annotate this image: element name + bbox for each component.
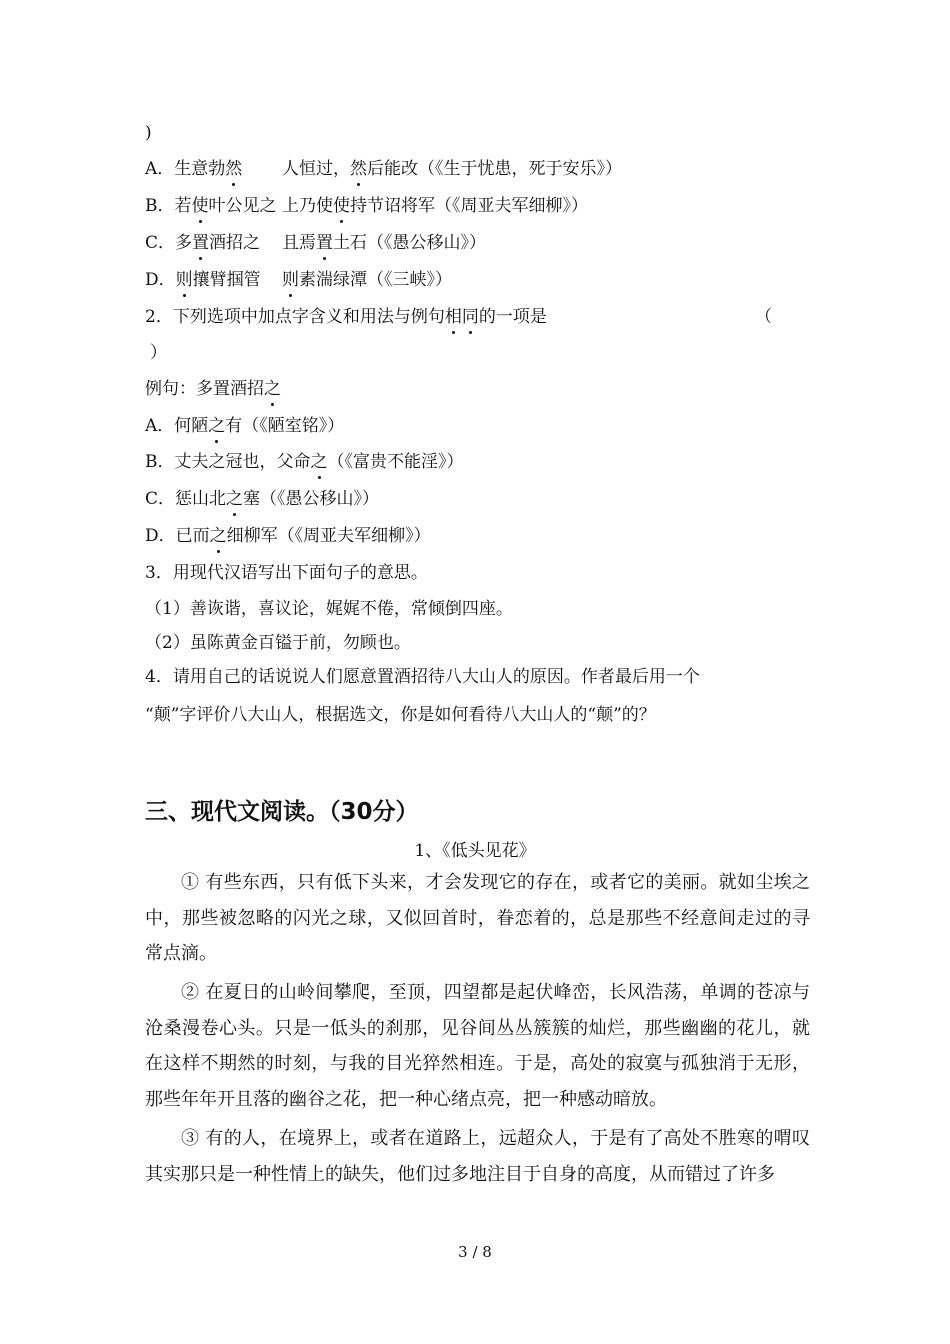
q2-stem-text: 2．下列选项中加点字含义和用法与例句 [145, 307, 445, 327]
option-text: C．惩山北 [145, 489, 227, 509]
q2-option-d [145, 524, 431, 548]
dotted-char: 同 [461, 307, 479, 327]
section-title: 三、现代文阅读。（30分） [145, 799, 419, 825]
option-text: 叶公见之 [208, 196, 277, 216]
q2-option-b [145, 450, 464, 474]
dotted-char: 之 [209, 526, 227, 546]
option-source: 细柳军（《周亚夫军细柳》） [226, 526, 431, 546]
option-compare-source: 持节诏将军（《周亚夫军细柳》） [350, 196, 588, 216]
page-number: 3 / 8 [458, 1243, 492, 1261]
q2-example [145, 377, 281, 401]
option-text: 酒招之 [209, 233, 261, 253]
option-text: 攘臂掴管 [192, 270, 261, 290]
q1-option-d [145, 268, 452, 292]
paragraph-2: ② 在夏日的山岭间攀爬，至顶，四望都是起伏峰峦，长风浩荡，单调的苍凉与沧桑漫卷心头。只是一低头的刹那，见谷间丛丛簇簇的灿烂，那些幽幽的花儿，就在这样不期然的时刻，与我的目光猝然相连。于是，高处的寂寞与孤独消于无形，那些年年开且落的幽谷之花，把一种心绪点亮，把一种感动暗放。 [145, 982, 810, 1110]
dotted-char: 之 [310, 452, 328, 472]
dotted-char: 置 [316, 233, 333, 253]
dotted-char: 之 [208, 416, 226, 436]
option-label: C．多 [145, 233, 193, 253]
example-text: 例句：多置酒招 [145, 379, 264, 399]
q2-stem-end: 的一项是 [478, 307, 547, 327]
option-compare-text: 上乃使 [282, 196, 333, 216]
q3-stem: 3．用现代汉语写出下面句子的意思。 [145, 563, 428, 583]
q4-line-2: “颠”字评价八大山人，根据选文，你是如何看待八大山人的“颠”的？ [145, 705, 656, 725]
dotted-char: 之 [264, 379, 281, 399]
option-source: 有（《陋室铭》） [225, 416, 345, 436]
q2-paren-open: （ [755, 307, 772, 327]
dotted-char: 使 [191, 196, 209, 216]
option-source: 塞（《愚公移山》） [243, 489, 380, 509]
q2-stem [145, 305, 547, 329]
option-label: D． [145, 270, 176, 290]
paragraph-1: ① 有些东西，只有低下头来，才会发现它的存在，或者它的美丽。就如尘埃之中，那些被忽略的闪光之球，又似回首时，眷恋着的，总是那些不经意间走过的寻常点滴。 [145, 872, 810, 964]
q2-option-c [145, 487, 379, 511]
dotted-char: 则 [175, 270, 193, 290]
q3-item-2: （2）虽陈黄金百镒于前，勿顾也。 [145, 633, 411, 653]
dotted-char: 相 [444, 307, 462, 327]
q3-item-1: （1）善诙谐，喜议论，娓娓不倦，常倾倒四座。 [145, 599, 513, 619]
dotted-char: 然 [225, 159, 243, 179]
dotted-char: 则 [282, 270, 299, 290]
paragraph-3: ③ 有的人，在境界上，或者在道路上，远超众人，于是有了高处不胜寒的喟叹其实那只是一种性情上的缺失，他们过多地注目于自身的高度，从而错过了许多 [145, 1128, 810, 1185]
option-source: （《富贵不能淫》） [327, 452, 464, 472]
option-text: B．丈夫之冠也，父命 [145, 452, 311, 472]
q1-option-c [145, 231, 486, 255]
option-text: A．何陋 [145, 416, 209, 436]
dotted-char: 使 [333, 196, 350, 216]
option-compare-source: 素湍绿潭（《三峡》） [299, 270, 452, 290]
option-label: B．若 [145, 196, 192, 216]
option-label: A．生意勃 [145, 159, 226, 179]
q1-tail: ) [145, 123, 152, 143]
q1-option-b [145, 194, 588, 218]
option-compare-text: 人恒过， [282, 159, 350, 179]
option-compare-source: 后能改（《生于忧患，死于安乐》） [367, 159, 622, 179]
q4-line-1: 4．请用自己的话说说人们愿意置酒招待八大山人的原因。作者最后用一个 [145, 667, 700, 687]
article-title: 1、《低头见花》 [414, 841, 536, 861]
option-compare-text: 且焉 [282, 233, 316, 253]
q2-option-a [145, 414, 344, 438]
option-text: D．已而 [145, 526, 210, 546]
dotted-char: 然 [350, 159, 367, 179]
dotted-char: 之 [226, 489, 244, 509]
dotted-char: 置 [192, 233, 210, 253]
option-compare-source: 土石（《愚公移山》） [333, 233, 486, 253]
q2-paren-close: ） [150, 343, 167, 363]
q1-option-a [145, 157, 622, 181]
